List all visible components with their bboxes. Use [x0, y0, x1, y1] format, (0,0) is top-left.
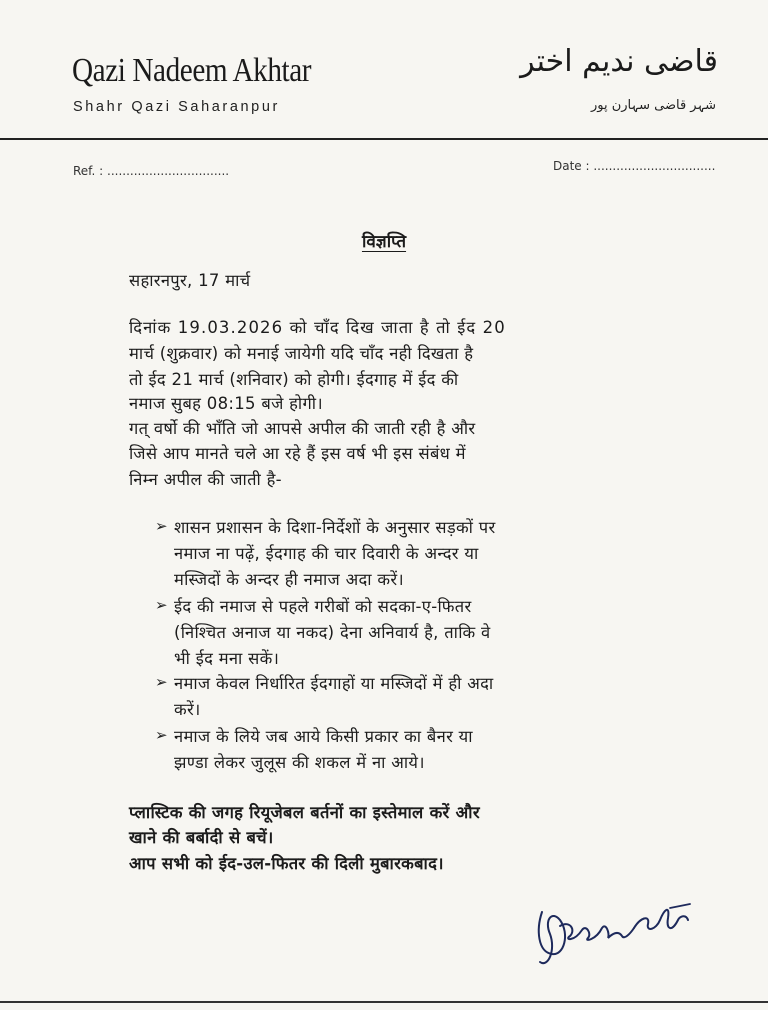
bullet-line: भी ईद मना सकें। — [174, 649, 280, 668]
handwritten-signature — [530, 890, 700, 970]
place-date: सहारनपुर, 17 मार्च — [129, 271, 251, 290]
letterhead-subtitle-urdu: شہر قاضی سہارن پور — [590, 98, 716, 113]
para1-line: नमाज सुबह 08:15 बजे होगी। — [129, 394, 323, 413]
notice-title-text: विज्ञप्ति — [361, 232, 407, 252]
bullet-line: ईद की नमाज से पहले गरीबों को सदका-ए-फितर — [174, 597, 472, 616]
bottom-border — [0, 1001, 768, 1003]
bullet-line: (निश्चित अनाज या नकद) देना अनिवार्य है, ताकि वे — [174, 623, 491, 642]
signature — [530, 890, 700, 974]
bullet-line: झण्डा लेकर जुलूस की शकल में ना आये। — [174, 753, 425, 772]
notice-title — [0, 229, 768, 252]
para1-line: तो ईद 21 मार्च (शनिवार) को होगी। ईदगाह में ईद की — [129, 370, 459, 389]
para1-line: मार्च (शुक्रवार) को मनाई जायेगी यदि चाँद नही दिखता है — [129, 344, 474, 363]
bullet-line: शासन प्रशासन के दिशा-निर्देशों के अनुसार सड़कों पर — [174, 518, 496, 537]
date-field: Date : ................................ — [553, 159, 716, 173]
letterhead-name-urdu: قاضی ندیم اختر — [520, 44, 718, 79]
bullet-line: मस्जिदों के अन्दर ही नमाज अदा करें। — [174, 570, 404, 589]
para1-line: दिनांक 19.03.2026 को चाँद दिख जाता है तो ईद 20 — [129, 318, 506, 337]
closing-line: खाने की बर्बादी से बचें। — [129, 828, 274, 847]
bullet-line: नमाज के लिये जब आये किसी प्रकार का बैनर या — [174, 727, 473, 746]
ref-field: Ref. : ................................ — [73, 164, 230, 178]
closing-line: आप सभी को ईद-उल-फितर की दिली मुबारकबाद। — [129, 854, 444, 873]
bullet-line: करें। — [174, 700, 201, 719]
arrowhead-bullet-icon: ➢ — [155, 673, 168, 691]
bullet-line: नमाज केवल निर्धारित ईदगाहों या मस्जिदों में ही अदा — [174, 674, 494, 693]
letterhead-subtitle: Shahr Qazi Saharanpur — [73, 99, 280, 115]
closing-line: प्लास्टिक की जगह रियूजेबल बर्तनों का इस्तेमाल करें और — [129, 803, 480, 822]
letterhead-name: Qazi Nadeem Akhtar — [72, 52, 312, 89]
para2-line: गत् वर्षो की भाँति जो आपसे अपील की जाती रही है और — [129, 419, 476, 438]
letterhead-divider — [0, 138, 768, 140]
arrowhead-bullet-icon: ➢ — [155, 517, 168, 535]
arrowhead-bullet-icon: ➢ — [155, 596, 168, 614]
para2-line: निम्न अपील की जाती है- — [129, 470, 282, 489]
para2-line: जिसे आप मानते चले आ रहे हैं इस वर्ष भी इस संबंध में — [129, 444, 466, 463]
arrowhead-bullet-icon: ➢ — [155, 726, 168, 744]
bullet-line: नमाज ना पढ़ें, ईदगाह की चार दिवारी के अन्दर या — [174, 544, 479, 563]
